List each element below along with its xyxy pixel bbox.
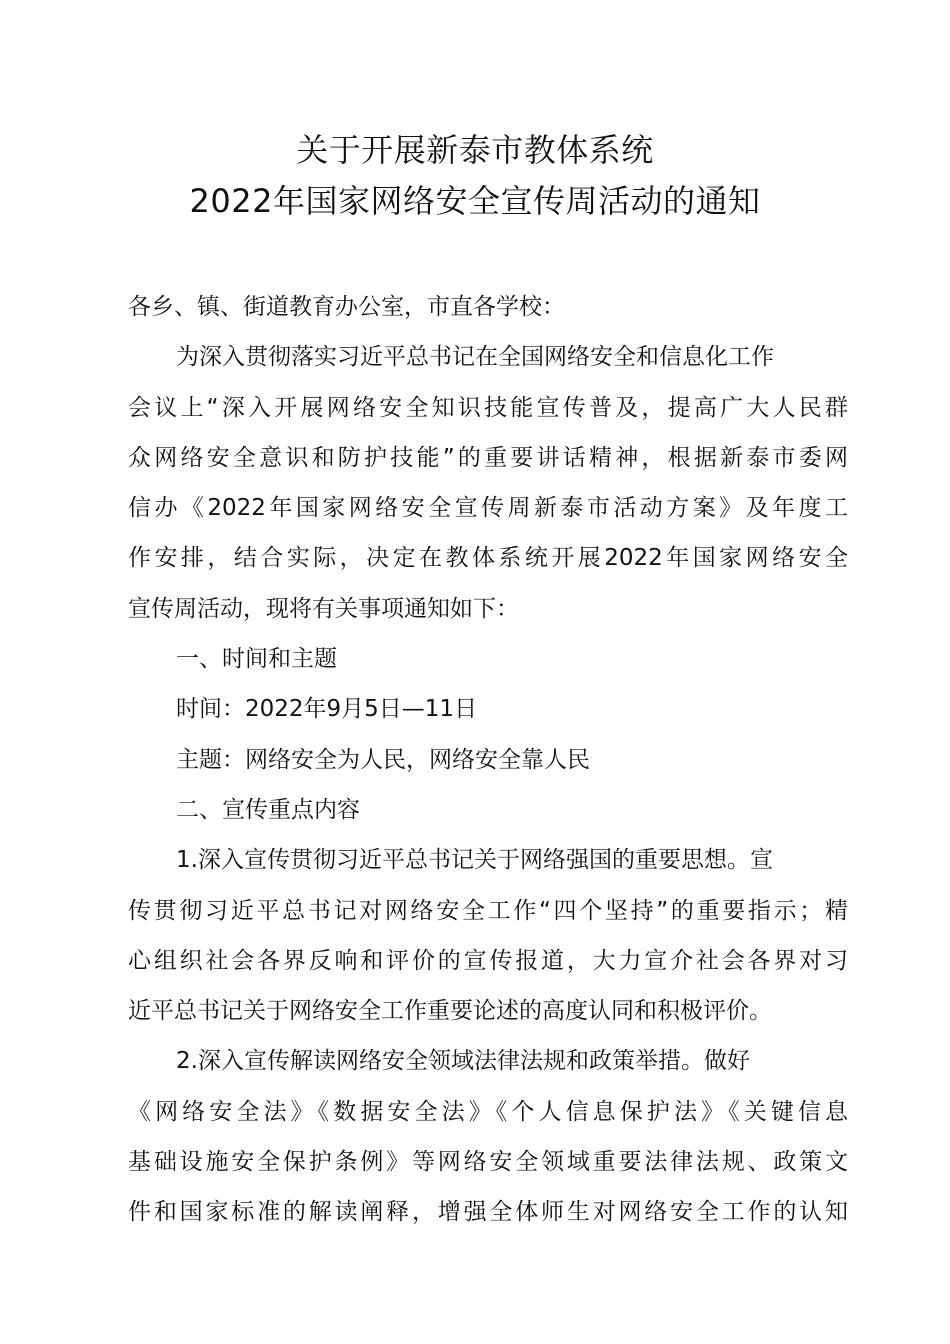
point1-line: 传贯彻习近平总书记对网络安全工作“四个坚持”的重要指示；精	[128, 897, 848, 924]
intro-line: 为深入贯彻落实习近平总书记在全国网络安全和信息化工作	[176, 344, 774, 371]
point2-line: 件和国家标准的解读阐释，增强全体师生对网络安全工作的认知	[128, 1199, 848, 1226]
theme-line: 主题：网络安全为人民，网络安全靠人民	[176, 746, 590, 773]
intro-line: 宣传周活动，现将有关事项通知如下：	[128, 595, 519, 622]
point2-line: 基础设施安全保护条例》等网络安全领域重要法律法规、政策文	[128, 1149, 848, 1176]
section-heading-time-theme: 一、时间和主题	[176, 646, 337, 673]
section-heading-key-content: 二、宣传重点内容	[176, 796, 360, 823]
point1-line: 近平总书记关于网络安全工作重要论述的高度认同和积极评价。	[128, 998, 772, 1025]
document-body	[128, 282, 848, 1238]
intro-line: 众网络安全意识和防护技能”的重要讲话精神，根据新泰市委网	[128, 444, 848, 471]
point2-line: 《网络安全法》《数据安全法》《个人信息保护法》《关键信息	[128, 1098, 848, 1125]
point1-line: 1.深入宣传贯彻习近平总书记关于网络强国的重要思想。宣	[176, 847, 773, 874]
document-title-line-1: 关于开展新泰市教体系统	[296, 131, 654, 169]
document-title-line-2: 2022年国家网络安全宣传周活动的通知	[189, 182, 761, 220]
point1-line: 心组织社会各界反响和评价的宣传报道，大力宣介社会各界对习	[128, 947, 848, 974]
point2-line: 2.深入宣传解读网络安全领域法律法规和政策举措。做好	[176, 1048, 750, 1075]
intro-line: 会议上“深入开展网络安全知识技能宣传普及，提高广大人民群	[128, 394, 848, 421]
time-line: 时间：2022年9月5日—11日	[176, 696, 478, 723]
salutation: 各乡、镇、街道教育办公室，市直各学校：	[128, 294, 565, 320]
intro-line: 作安排，结合实际，决定在教体系统开展2022年国家网络安全	[128, 545, 848, 572]
intro-line: 信办《2022年国家网络安全宣传周新泰市活动方案》及年度工	[128, 495, 848, 522]
